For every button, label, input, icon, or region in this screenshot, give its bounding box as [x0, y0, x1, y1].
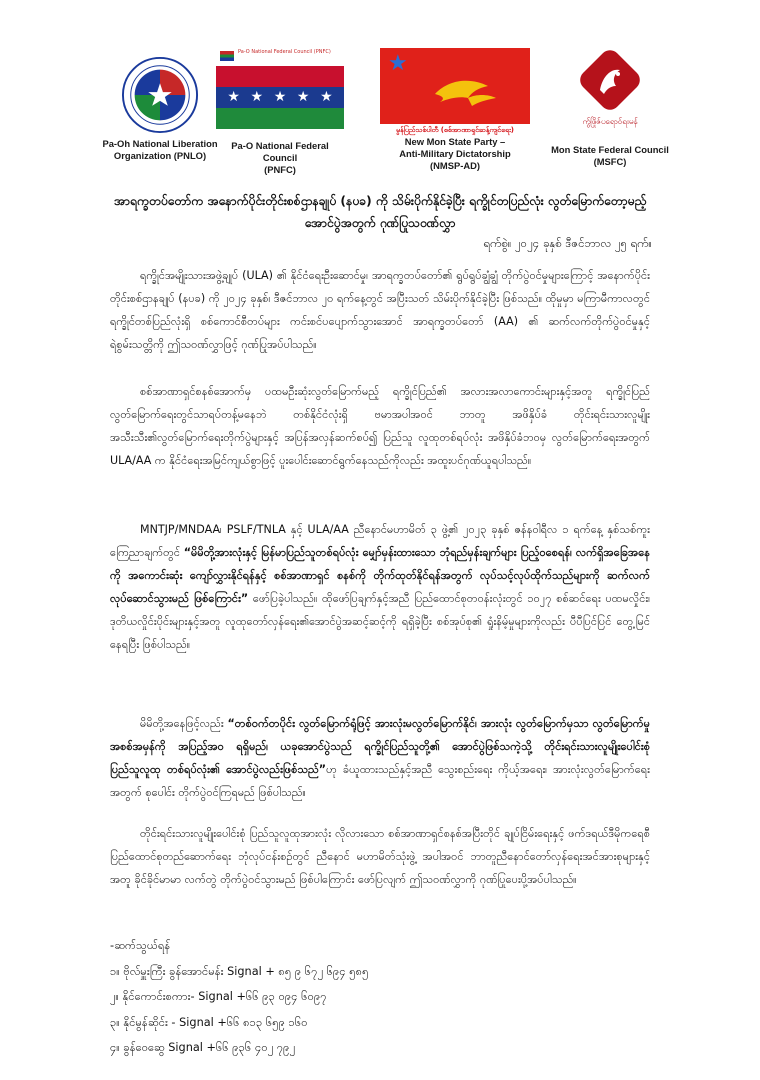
paragraph-3-rest: ဖော်ပြခဲ့ပါသည်။ ထိုဖော်ပြချက်နှင့်အညီ ပြည်ထောင်စုတဝန်းလုံးတွင် ၁၀၂၇ စစ်ဆင်ရေး ပထမလှိုင်း၊ ဒုတိယလှိုင်းပိုင်းများနှင့်အတူ လူထုတော်လှန်ရေး၏အောင်ပွဲအဆင့်ဆင့်ကို ရရှိခဲ့ပြီး စစ်အုပ်စု၏ ရှုံးနိမ့်မှုများကိုလည်း ပီပီပြင်ပြင် တွေ့မြင်နေရပြီး ဖြစ်ပါသည်။ — [110, 592, 650, 651]
msfc-logo-icon — [580, 50, 640, 110]
contact-list — [110, 933, 650, 1061]
organizations-header — [100, 48, 669, 188]
hamsa-bird-icon — [380, 48, 530, 124]
statement-title: အာရက္ခတပ်တော်က အနောက်ပိုင်းတိုင်းစစ်ဌာနချုပ် (နပခ) ကို သိမ်းပိုက်နိုင်ခဲ့ပြီး ရက္ခိုင်တပြည်လုံး လွတ်မြောက်တော့မည့်အောင်ပွဲအတွက် ဂုဏ်ပြုသဝဏ်လွှာ — [113, 194, 647, 230]
paragraph-4 — [110, 712, 650, 804]
contact-line: ၄။ ခွန်ဝေဆွေ Signal +၆၆ ၉၃၆ ၄၀၂ ၇၉၂ — [110, 1041, 296, 1054]
pnfc-stars — [222, 89, 338, 105]
pnlo-caption — [100, 138, 220, 162]
paragraph-2: စစ်အာဏာရှင်စနစ်အောက်မှ ပထမဦးဆုံးလွတ်မြောက်မည့် ရက္ခိုင်ပြည်၏ အလားအလာကောင်းများနှင့်အတူ ရက္ခိုင်ပြည်လွတ်မြောက်ရေးတွင်သာရပ်တန့်မနေဘဲ တစ်နိုင်ငံလုံးရှိ ဗမာအပါအဝင် ဘာတူ အဖိနှိပ်ခံ တိုင်းရင်းသားလူမျိုး အသီးသီး၏လွတ်မြောက်ရေးတိုက်ပွဲများနှင့် အပြန်အလှန်ဆက်စပ်၍ ပြည်သူ လူထုတစ်ရပ်လုံး အဖိနှိပ်ခံဘဝမှ လွတ်မြောက်ရေးအတွက် ULA/AA က နိုင်ငံရေးအမြင်ကျယ်စွာဖြင့် ပူးပေါင်းဆောင်ရွက်နေသည်ကိုလည်း အထူးပင်ဂုဏ်ယူရပါသည်။ — [110, 385, 650, 467]
org-nmsp-ad — [380, 48, 530, 172]
paragraph-4-rest: ဟု ခံယူထားသည်နှင့်အညီ သွေးစည်းရေး ကိုယ့်အရေး၊ အားလုံးလွတ်မြောက်ရေးအတွက် စုပေါင်း တိုက်ပွဲဝင်ကြရမည် ဖြစ်ပါသည်။ — [110, 763, 650, 799]
org-pnlo — [100, 48, 220, 162]
contact-line: ၂။ နိုင်ကောင်းစကား- Signal +၆၆ ၉၃ ၀၉၄ ၆၀၉၇ — [110, 990, 327, 1003]
paragraph-3 — [110, 518, 650, 656]
contact-line: ၁။ ဗိုလ်မှူးကြီး ခွန်အောင်မန်း Signal + ၈၅ ၉ ၆၇၂ ၆၉၄ ၅၈၅ — [110, 964, 369, 978]
pnfc-flag — [216, 48, 344, 130]
star-icon: ★ — [320, 89, 333, 105]
msfc-logo-script: ကွ်ဖြိုဇ်ပရောဝ်ရးမန် — [582, 117, 638, 126]
nmsp-name-line1: New Mon State Party – — [404, 136, 506, 147]
msfc-name-line2: (MSFC) — [593, 156, 627, 167]
star-icon: ★ — [296, 89, 310, 105]
nmsp-flag-caption: မွန်ပြည်သစ်ပါတီ (စစ်အာဏာရှင်ဆန့်ကျင်ရေး) — [396, 126, 514, 134]
msfc-caption — [540, 144, 680, 168]
contact-line: ၃။ နိုင်မွန်ဆိုင်း - Signal +၆၆ ၈၁၃ ၆၅၉ ၁၆၀ — [110, 1015, 308, 1029]
pnfc-name-line1: Pa-O National Federal Council — [231, 140, 329, 163]
pnfc-caption — [220, 140, 340, 176]
nmsp-caption — [380, 136, 530, 172]
statement-date: ရက်စွဲ။ ၂၀၂၄ ခုနှစ် ဒီဇင်ဘာလ ၂၅ ရက်။ — [483, 236, 652, 250]
pnfc-name-line2: (PNFC) — [264, 164, 296, 175]
pnfc-mini-flag-icon — [220, 51, 234, 61]
org-pnfc — [220, 48, 340, 176]
org-msfc — [540, 48, 680, 168]
star-icon: ★ — [250, 89, 264, 105]
nmsp-name-line3: (NMSP-AD) — [430, 160, 480, 171]
paragraph-4-intro: မိမိတို့အနေဖြင့်လည်း — [140, 717, 224, 730]
pnlo-seal-icon — [121, 56, 199, 134]
paragraph-1: ရက္ခိုင်အမျိုးသားအဖွဲ့ချုပ် (ULA) ၏ နိုင်ငံရေးဦးဆောင်မှု၊ အာရက္ခတပ်တော်၏ ရွပ်ရွပ်ချွံချွံ တိုက်ပွဲဝင်မှုများကြောင့် အနောက်ပိုင်းတိုင်းစစ်ဌာနချုပ် (နပခ) ကို ၂၀၂၄ ခုနှစ်၊ ဒီဇင်ဘာလ ၂၀ ရက်နေ့တွင် အပြီးသတ် သိမ်းပိုက်နိုင်ခဲ့ပြီး ဖြစ်သည်။ ထိုမှုမှာ မကြာမီကာလတွင် ရက္ခိုင်တစ်ပြည်လုံးရှိ စစ်ကောင်စီတပ်များ ကင်းစင်ပပျောက်သွားအောင် အာရက္ခတပ်တော် (AA) ၏ ဆက်လက်တိုက်ပွဲဝင်မှုနှင့် ရဲစွမ်းသတ္တိကို ဤသဝဏ်လွှာဖြင့် ဂုဏ်ပြုအပ်ပါသည်။ — [110, 269, 650, 351]
contact-heading: -ဆက်သွယ်ရန် — [110, 939, 171, 952]
paragraph-3-intro: MNTJP/MNDAA၊ PSLF/TNLA နှင့် ULA/AA ညီနောင်မဟာမိတ် ၃ ဖွဲ့၏ ၂၀၂၃ ခုနှစ် ဇန်နဝါရီလ ၁ ရက်နေ့ နှစ်သစ်ကူးကြေညာချက်တွင် — [110, 523, 650, 559]
pnfc-flag-header: Pa-O National Federal Council (PNFC) — [238, 49, 331, 55]
star-icon: ★ — [227, 89, 240, 105]
msfc-name-line1: Mon State Federal Council — [551, 144, 669, 155]
nmsp-name-line2: Anti-Military Dictatorship — [399, 148, 511, 159]
pnlo-name-line2: Organization (PNLO) — [113, 150, 207, 161]
nmsp-flag — [380, 48, 530, 124]
pnlo-name-line1: Pa-Oh National Liberation — [102, 138, 218, 149]
paragraph-5: တိုင်းရင်းသားလူမျိုးပေါင်းစုံ ပြည်သူလူထုအားလုံး လိုလားသော စစ်အာဏာရှင်စနစ်အပြီးတိုင် ချုပ်ငြိမ်းရေးနှင့် ဖက်ဒရယ်ဒီမိုကရေစီ ပြည်ထောင်စုတည်ဆောက်ရေး ဘုံလုပ်ငန်းစဉ်တွင် ညီနောင် မဟာမိတ်သုံးဖွဲ့ အပါအဝင် ဘာတူညီနောင်တော်လှန်ရေးအင်အားစုများနှင့်အတူ ခိုင်ခိုင်မာမာ လက်တွဲ တိုက်ပွဲဝင်သွားမည် ဖြစ်ပါကြောင်း ဖော်ပြလျက် ဤသဝဏ်လွှာကို ဂုဏ်ပြုပေးပို့အပ်ပါသည်။ — [110, 827, 650, 886]
paragraph-3-quote: “မိမိတို့အားလုံးနှင့် မြန်မာပြည်သူတစ်ရပ်လုံး မျှော်မှန်းထားသော ဘုံရည်မှန်းချက်များ ပြည့်ဝစေရန်၊ လက်ရှိအခြေအနေကို အကောင်းဆုံး ကျော်လွှားနိုင်ရန်နှင့် စစ်အာဏာရှင် စနစ်ကို တိုက်ထုတ်နိုင်ရန်အတွက် လုပ်သင့်လုပ်ထိုက်သည်များကို ဆက်လက်လုပ်ဆောင်သွားမည် ဖြစ်ကြောင်း” — [110, 546, 650, 605]
star-icon: ★ — [388, 51, 408, 76]
star-icon: ★ — [273, 89, 287, 105]
paragraph-4-quote: “တစ်ဝက်တပိုင်း လွတ်မြောက်ရုံဖြင့် အားလုံးမလွတ်မြောက်နိုင်၊ အားလုံး လွတ်မြောက်မှသာ လွတ်မြောက်မှုအစစ်အမှန်ကို အပြည့်အဝ ရရှိမည်၊ ယခုအောင်ပွဲသည် ရက္ခိုင်ပြည်သူတို့၏ အောင်ပွဲဖြစ်သကဲ့သို့ တိုင်းရင်းသားလူမျိုးပေါင်းစုံ ပြည်သူလူထု တစ်ရပ်လုံး၏ အောင်ပွဲလည်းဖြစ်သည်” — [110, 717, 651, 776]
